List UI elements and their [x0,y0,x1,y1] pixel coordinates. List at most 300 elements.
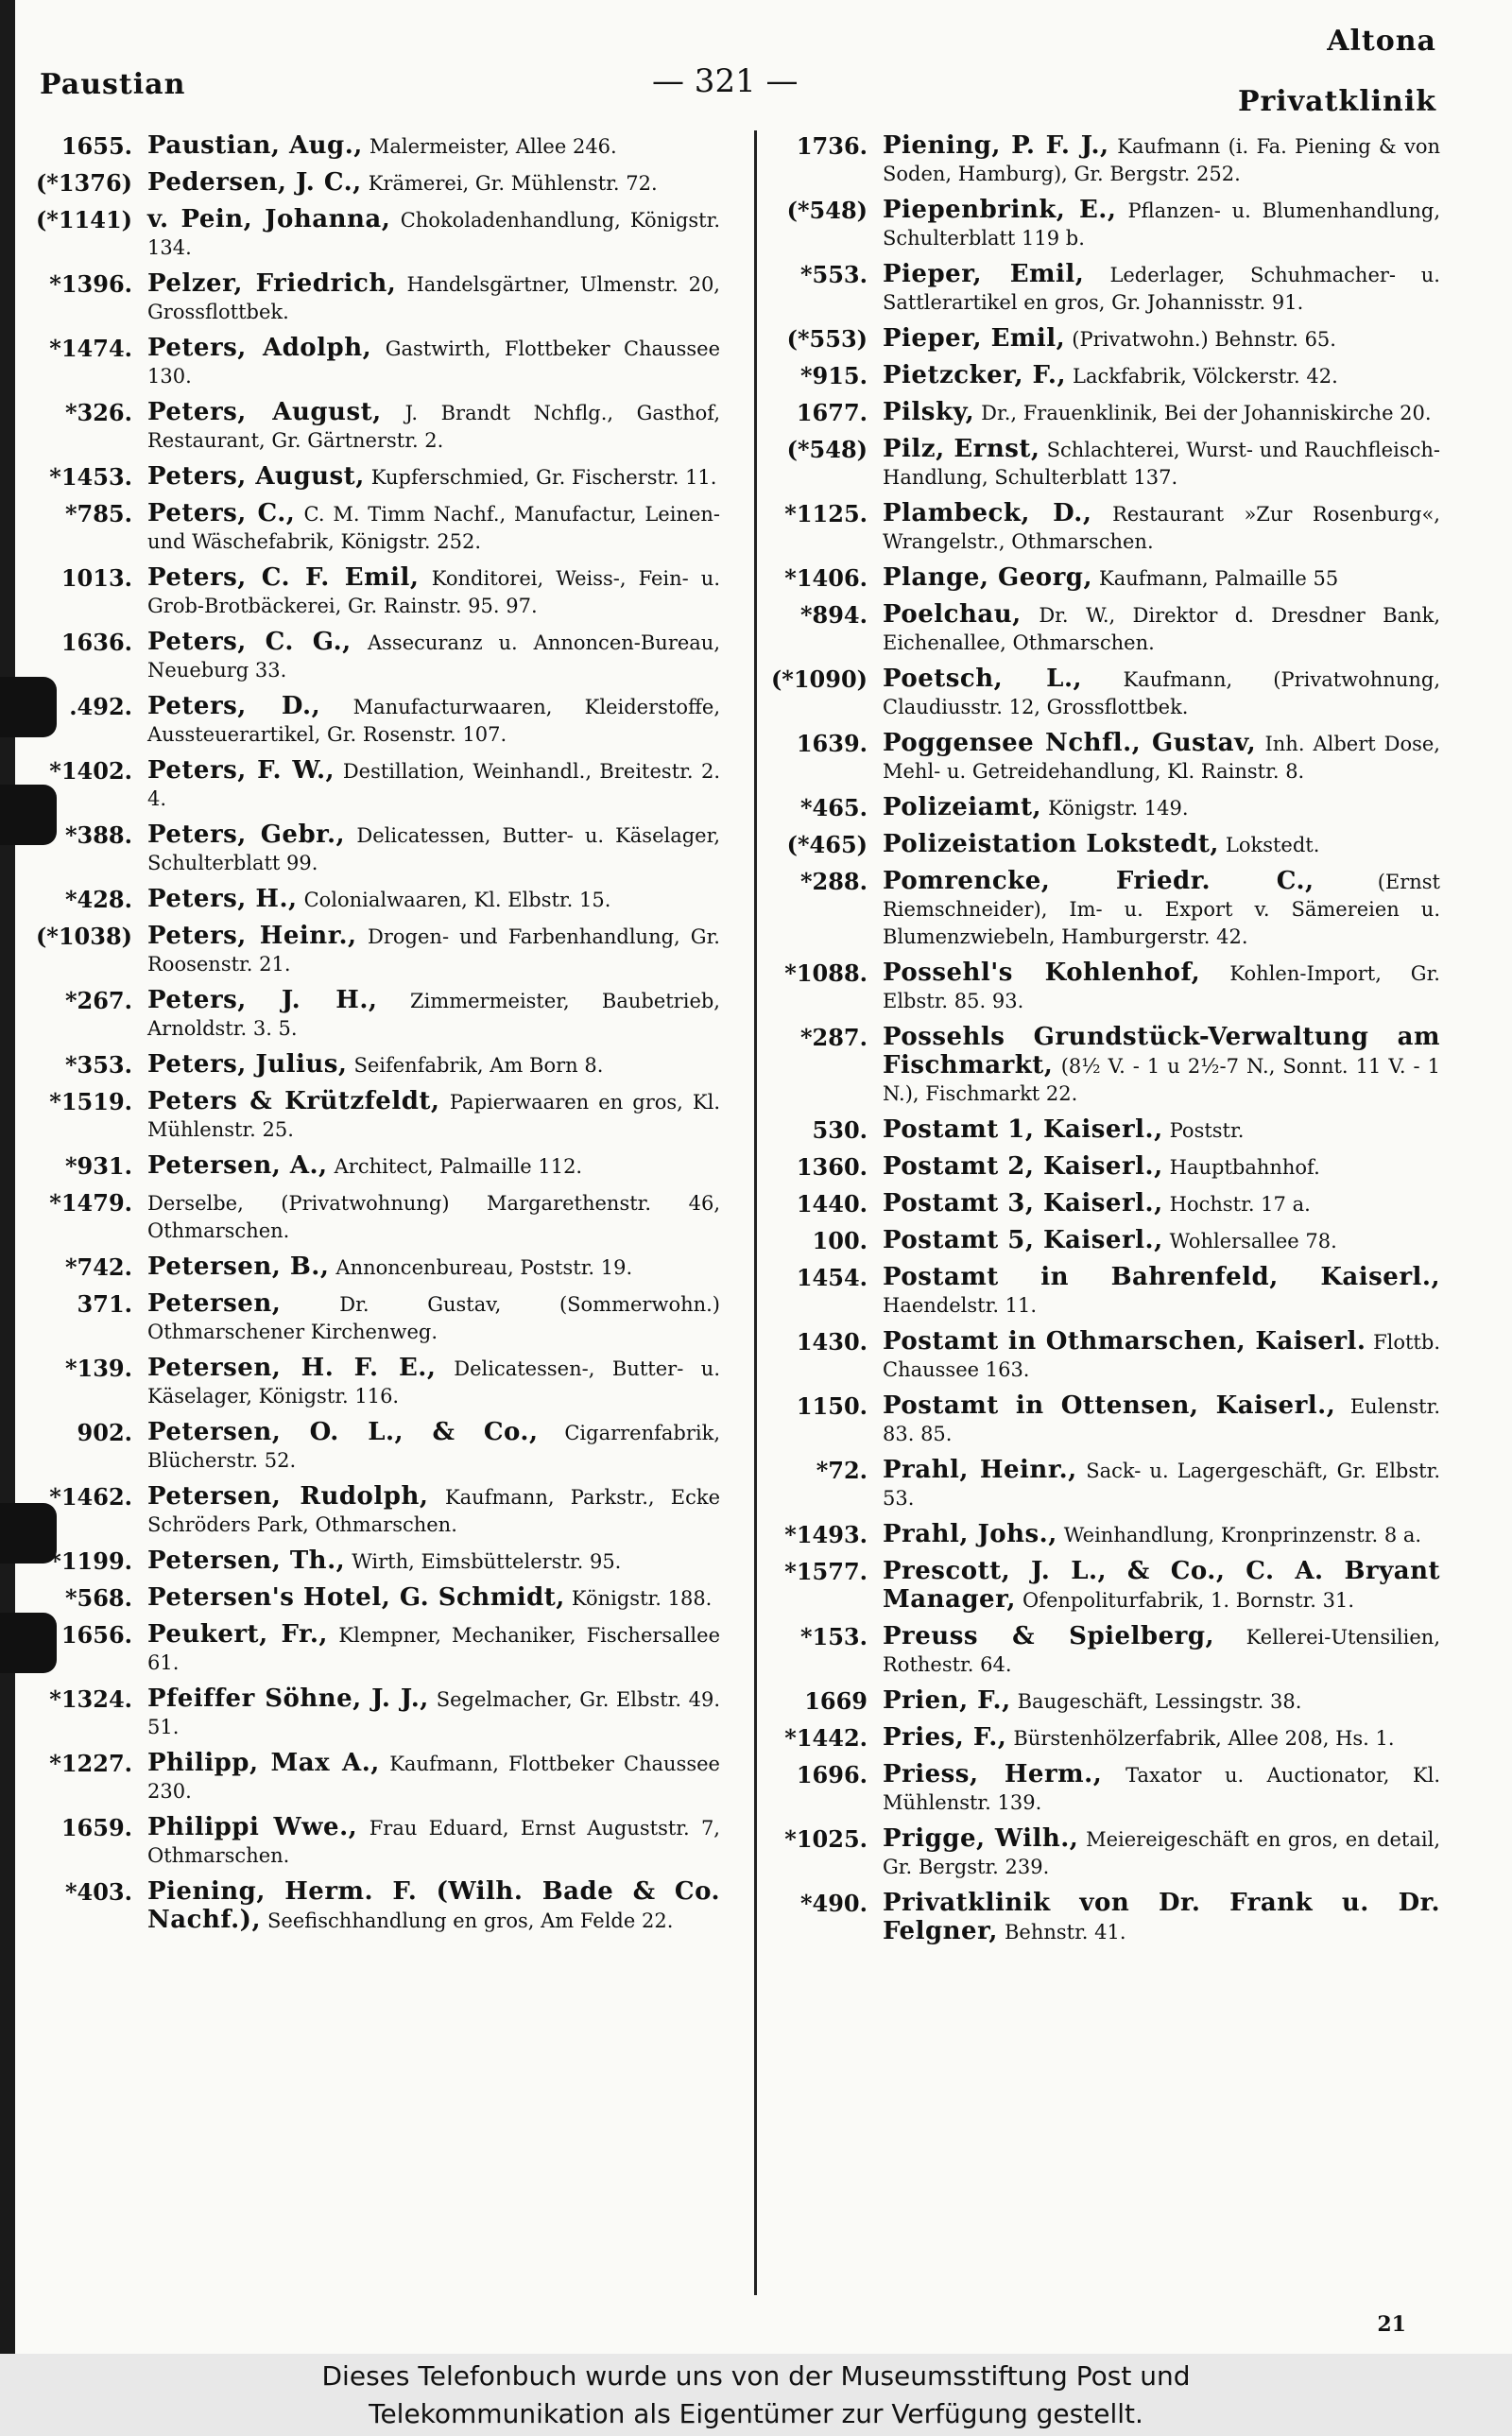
entry-detail: Krämerei, Gr. Mühlenstr. 72. [368,172,658,195]
entry-name: Polizeistation Lokstedt, [883,830,1219,858]
entry-text [147,399,720,455]
entry-detail: Restaurant »Zur Rosenburg«, Wrangelstr., Othmarschen. [883,503,1440,553]
directory-entry [30,1419,720,1475]
entry-detail: Wirth, Eimsbüttelerstr. 95. [352,1550,622,1573]
phone-number: *403. [64,1878,132,1906]
phone-number: *287. [799,1024,868,1051]
entry-name: Piening, Herm. F. (Wilh. Bade & Co. Nachf.), [147,1877,720,1934]
left-column [30,132,720,1944]
entry-name: Peters & Krützfeldt, [147,1087,440,1115]
entry-text [147,886,720,914]
column-divider [754,130,757,2295]
directory-entry [30,1290,720,1346]
entry-text [147,564,720,620]
entry-text [147,132,720,161]
phone-number: 1636. [60,629,132,656]
phone-number: (*548) [786,436,868,463]
directory-entry [764,794,1440,822]
footer-line-2: Telekommunikation als Eigentümer zur Verfügung gestellt. [369,2398,1143,2429]
directory-entry [30,821,720,877]
phone-number: *1519. [49,1088,132,1115]
entry-detail: Derselbe, (Privatwohnung) Margarethenstr. 46, Othmarschen. [147,1192,720,1242]
entry-text [883,436,1440,492]
phone-number: *1324. [49,1685,132,1713]
phone-number: 1440. [796,1190,868,1218]
directory-entry [30,1483,720,1539]
phone-number: *428. [64,886,132,913]
phone-number: (*1090) [770,665,868,693]
entry-text [147,1189,720,1245]
entry-detail: (Ernst Riemschneider), Im- u. Export v. Sämereien u. Blumenzwiebeln, Hamburgerstr. 42. [883,871,1440,948]
entry-text [883,1825,1440,1881]
entry-text [147,629,720,684]
entry-text [883,1724,1440,1753]
directory-entry [764,132,1440,188]
phone-number: *568. [64,1584,132,1612]
directory-entry [764,1392,1440,1448]
entry-detail: Hauptbahnhof. [1169,1156,1320,1179]
directory-entry [30,1750,720,1805]
directory-entry [764,1825,1440,1881]
entry-detail: Kupferschmied, Gr. Fischerstr. 11. [370,466,717,489]
phone-number: *1442. [784,1724,868,1752]
entry-text [147,821,720,877]
entry-name: Peters, C. F. Emil, [147,563,420,592]
directory-entry [30,1253,720,1282]
entry-name: Philippi Wwe., [147,1813,358,1841]
entry-text [147,1483,720,1539]
entry-detail: Taxator u. Auctionator, Kl. Mühlenstr. 139. [883,1764,1440,1814]
directory-entry [30,629,720,684]
entry-detail: Eulenstr. 83. 85. [883,1395,1440,1445]
directory-entry [764,1190,1440,1218]
phone-number: *785. [64,500,132,527]
entry-detail: Architect, Palmaille 112. [334,1155,583,1178]
phone-number: 1639. [796,730,868,757]
entry-detail: Pflanzen- u. Blumenhandlung, Schulterblatt 119 b. [883,199,1441,250]
entry-detail: Weinhandlung, Kronprinzenstr. 8 a. [1063,1524,1422,1546]
entry-name: Peters, C. G., [147,628,352,656]
page-title: — 321 — [652,62,799,100]
entry-name: Peters, C., [147,499,296,527]
phone-number: *288. [799,868,868,895]
entry-text [147,1088,720,1144]
phone-number: *1479. [49,1189,132,1217]
phone-number: *1199. [49,1547,132,1575]
entry-detail: Bürstenhölzerfabrik, Allee 208, Hs. 1. [1013,1727,1395,1750]
phone-number: *1493. [784,1521,868,1548]
directory-entry [30,1584,720,1613]
entry-text [883,665,1440,721]
entry-text [147,1621,720,1677]
entry-detail: Chokoladenhandlung, Königstr. 134. [147,209,720,259]
directory-entry [764,1724,1440,1753]
entry-name: Petersen's Hotel, G. Schmidt, [147,1583,565,1612]
entry-name: Preuss & Spielberg, [883,1622,1215,1650]
entry-name: Pilsky, [883,398,975,426]
phone-number: *1025. [784,1825,868,1853]
directory-entry [30,1621,720,1677]
entry-name: Peters, F. W., [147,756,335,785]
entry-name: Petersen, O. L., & Co., [147,1418,539,1446]
entry-text [883,1521,1440,1549]
entry-detail: Malermeister, Allee 246. [369,135,617,158]
entry-name: Peukert, Fr., [147,1620,328,1649]
directory-entry [764,831,1440,859]
phone-number: *1462. [49,1483,132,1511]
phone-number: *553. [799,261,868,288]
directory-entry [764,1623,1440,1679]
entry-name: Pomrencke, Friedr. C., [883,867,1314,895]
entry-name: Paustian, Aug., [147,131,363,160]
entry-name: Philipp, Max A., [147,1749,380,1777]
directory-entry [764,601,1440,657]
phone-number: *1088. [784,959,868,987]
entry-detail: Colonialwaaren, Kl. Elbstr. 15. [303,889,611,911]
directory-entry [30,1189,720,1245]
directory-entry [30,463,720,492]
entry-name: Possehls Grundstück-Verwaltung am Fischmarkt, [883,1023,1440,1080]
phone-number: *153. [799,1623,868,1650]
entry-name: Prigge, Wilh., [883,1824,1079,1853]
entry-text [147,1750,720,1805]
entry-name: Petersen, Rudolph, [147,1482,429,1511]
entry-text [883,1227,1440,1255]
phone-number: *465. [799,794,868,821]
entry-name: Pedersen, J. C., [147,168,362,197]
directory-entry [30,399,720,455]
directory-entry [30,1051,720,1080]
header-city: Altona [1327,25,1436,58]
phone-number: (*1376) [35,169,132,197]
directory-entry [30,923,720,978]
phone-number: 1454. [796,1264,868,1291]
directory-entry [764,1457,1440,1512]
entry-name: Petersen, H. F. E., [147,1354,437,1382]
directory-entry [764,730,1440,786]
entry-text [883,399,1440,427]
phone-number: *915. [799,362,868,389]
phone-number: *267. [64,987,132,1014]
entry-text [147,1685,720,1741]
directory-entry [764,564,1440,593]
entry-name: Peters, Gebr., [147,821,346,849]
entry-detail: Baugeschäft, Lessingstr. 38. [1017,1690,1302,1713]
directory-entry [764,665,1440,721]
entry-name: Peters, Heinr., [147,922,357,950]
entry-name: Peters, H., [147,885,298,913]
directory-entry [764,1328,1440,1384]
phone-number: (*1141) [35,206,132,233]
entry-name: Poetsch, L., [883,665,1083,693]
directory-entry [30,1878,720,1935]
entry-name: v. Pein, Johanna, [147,205,391,233]
directory-entry [30,693,720,749]
entry-text [883,1116,1440,1145]
entry-name: Peters, Julius, [147,1050,348,1079]
directory-entry [764,1521,1440,1549]
entry-text [883,794,1440,822]
directory-entry [30,757,720,813]
directory-entry [764,1024,1440,1108]
phone-number: 1677. [796,399,868,426]
phone-number: 1669 [804,1687,868,1715]
entry-name: Petersen, Th., [147,1546,346,1575]
entry-name: Postamt 2, Kaiserl., [883,1152,1163,1181]
phone-number: 1696. [796,1761,868,1788]
entry-detail: Seifenfabrik, Am Born 8. [353,1054,604,1077]
directory-entry [764,1761,1440,1817]
phone-number: *1406. [784,564,868,592]
footer-note [0,2354,1512,2436]
entry-text [883,1190,1440,1218]
directory-entry [30,1814,720,1870]
entry-text [883,730,1440,786]
entry-detail: Segelmacher, Gr. Elbstr. 49. 51. [147,1688,720,1738]
entry-detail: Behnstr. 41. [1004,1921,1126,1944]
phone-number: 1430. [796,1328,868,1356]
header-left: Paustian [40,68,186,101]
header-right: Privatklinik [1237,85,1436,118]
entry-name: Prahl, Johs., [883,1520,1057,1548]
entry-text [883,362,1440,390]
entry-text [883,1623,1440,1679]
phone-number: 100. [812,1227,868,1254]
entry-text [883,325,1440,354]
directory-entry [764,325,1440,354]
directory-entry [30,169,720,198]
entry-detail: Flottb. Chaussee 163. [883,1331,1440,1381]
entry-detail: Hochstr. 17 a. [1169,1193,1311,1216]
phone-number: *931. [64,1152,132,1180]
entry-text [147,1547,720,1576]
phone-number: *388. [64,821,132,849]
directory-entry [764,1558,1440,1615]
entry-detail: (8½ V. - 1 u 2½-7 N., Sonnt. 11 V. - 1 N.), Fischmarkt 22. [883,1055,1440,1105]
entry-detail: Manufacturwaaren, Kleiderstoffe, Aussteuerartikel, Gr. Rosenstr. 107. [147,696,721,746]
phone-number: 1150. [796,1392,868,1420]
entry-name: Postamt in Othmarschen, Kaiserl. [883,1327,1366,1356]
directory-entry [30,270,720,326]
right-column [764,132,1440,1955]
entry-text [147,169,720,198]
entry-detail: Delicatessen-, Butter- u. Käselager, Königstr. 116. [147,1357,721,1408]
entry-name: Plambeck, D., [883,499,1092,527]
entry-detail: Handelsgärtner, Ulmenstr. 20, Grossflottbek. [147,273,720,323]
entry-text [147,1814,720,1870]
directory-entry [30,1355,720,1410]
entry-name: Petersen, A., [147,1151,328,1180]
entry-text [883,601,1440,657]
phone-number: 1013. [60,564,132,592]
entry-name: Pfeiffer Söhne, J. J., [147,1684,429,1713]
entry-detail: Assecuranz u. Annoncen-Bureau, Neueburg 33. [147,631,721,682]
directory-entry [764,261,1440,317]
entry-name: Privatklinik von Dr. Frank u. Dr. Felgner, [883,1889,1440,1945]
entry-name: Postamt 5, Kaiserl., [883,1226,1163,1254]
phone-number: *72. [816,1457,868,1484]
phone-number: *1474. [49,335,132,362]
directory-entry [764,1890,1440,1946]
entry-text [883,1558,1440,1615]
entry-detail: Kaufmann (i. Fa. Piening & von Soden, Hamburg), Gr. Bergstr. 252. [883,135,1441,185]
entry-detail: Gastwirth, Flottbeker Chaussee 130. [147,337,720,388]
directory-entry [764,1153,1440,1182]
phone-number: 1656. [60,1621,132,1649]
entry-detail: Kellerei-Utensilien, Rothestr. 64. [883,1626,1440,1676]
entry-text [147,463,720,492]
phone-number: *894. [799,601,868,629]
entry-name: Postamt 3, Kaiserl., [883,1189,1163,1218]
directory-entry [30,886,720,914]
phone-number: 1736. [796,132,868,160]
entry-detail: Papierwaaren en gros, Kl. Mühlenstr. 25. [147,1091,720,1141]
entry-detail: Meiereigeschäft en gros, en detail, Gr. Bergstr. 239. [883,1828,1440,1878]
entry-text [883,1890,1440,1946]
entry-text [883,1328,1440,1384]
phone-number: *326. [64,399,132,426]
entry-name: Pieper, Emil, [883,324,1066,353]
directory-entry [764,959,1440,1015]
entry-name: Peters, August, [147,398,382,426]
entry-text [883,1392,1440,1448]
entry-detail: C. M. Timm Nachf., Manufactur, Leinen- und Wäschefabrik, Königstr. 252. [147,503,720,553]
directory-entry [764,868,1440,951]
entry-name: Poggensee Nchfl., Gustav, [883,729,1257,757]
entry-text [147,1051,720,1080]
entry-detail: Inh. Albert Dose, Mehl- u. Getreidehandlung, Kl. Rainstr. 8. [883,733,1440,783]
entry-text [147,693,720,749]
entry-detail: Wohlersallee 78. [1169,1230,1337,1253]
entry-detail: Frau Eduard, Ernst Auguststr. 7, Othmarschen. [147,1817,720,1867]
entry-name: Possehl's Kohlenhof, [883,959,1201,987]
entry-detail: Kohlen-Import, Gr. Elbstr. 85. 93. [883,962,1440,1012]
directory-entry [30,564,720,620]
phone-number: 902. [77,1419,132,1446]
phone-number: *1577. [784,1558,868,1585]
entry-name: Postamt in Ottensen, Kaiserl., [883,1391,1336,1420]
entry-detail: J. Brandt Nchflg., Gasthof, Restaurant, Gr. Gärtnerstr. 2. [147,402,720,452]
entry-detail: Dr. Gustav, (Sommerwohn.) Othmarschener Kirchenweg. [147,1293,720,1343]
entry-text [147,1419,720,1475]
directory-entry [764,1227,1440,1255]
entry-name: Plange, Georg, [883,563,1093,592]
entry-text [883,1024,1440,1108]
entry-detail: Klempner, Mechaniker, Fischersallee 61. [147,1624,720,1674]
entry-detail: Sack- u. Lagergeschäft, Gr. Elbstr. 53. [883,1460,1440,1510]
entry-name: Poelchau, [883,600,1022,629]
entry-name: Petersen, [147,1289,282,1318]
entry-detail: Delicatessen, Butter- u. Käselager, Schulterblatt 99. [147,824,721,874]
entry-text [883,1761,1440,1817]
entry-text [883,197,1440,252]
entry-name: Pelzer, Friedrich, [147,269,397,298]
phone-number: *353. [64,1051,132,1079]
entry-text [883,1264,1440,1320]
entry-text [883,500,1440,556]
entry-detail: Dr., Frauenklinik, Bei der Johanniskirche 20. [981,402,1432,424]
phone-number: *139. [64,1355,132,1382]
entry-text [147,1253,720,1282]
entry-text [883,1687,1440,1716]
entry-name: Peters, August, [147,462,365,491]
directory-entry [764,1687,1440,1716]
entry-text [883,868,1440,951]
entry-text [147,500,720,556]
directory-entry [764,197,1440,252]
entry-text [147,206,720,262]
entry-name: Polizeiamt, [883,793,1042,821]
entry-name: Priess, Herm., [883,1760,1103,1788]
phone-number: 530. [812,1116,868,1144]
entry-name: Pilz, Ernst, [883,435,1040,463]
entry-name: Peters, D., [147,692,321,720]
entry-text [147,1152,720,1181]
entry-text [147,1584,720,1613]
entry-text [883,1457,1440,1512]
entry-text [883,261,1440,317]
phone-number: (*548) [786,197,868,224]
entry-text [147,923,720,978]
phone-number: 1360. [796,1153,868,1181]
entry-detail: Kaufmann, Parkstr., Ecke Schröders Park, Othmarschen. [147,1486,721,1536]
phone-number: *1227. [49,1750,132,1777]
entry-name: Pieper, Emil, [883,260,1085,288]
entry-detail: Annoncenbureau, Poststr. 19. [335,1256,633,1279]
directory-entry [30,1088,720,1144]
entry-detail: (Privatwohn.) Behnstr. 65. [1072,328,1336,351]
entry-detail: Cigarrenfabrik, Blücherstr. 52. [147,1422,721,1472]
entry-name: Piepenbrink, E., [883,196,1117,224]
entry-name: Prien, F., [883,1686,1011,1715]
directory-entry [764,362,1440,390]
entry-text [147,270,720,326]
entry-detail: Ofenpoliturfabrik, 1. Bornstr. 31. [1022,1589,1355,1612]
entry-text [147,987,720,1043]
entry-detail: Kaufmann, Flottbeker Chaussee 230. [147,1753,720,1803]
footer-line-1: Dieses Telefonbuch wurde uns von der Museumsstiftung Post und [321,2360,1191,2392]
phone-number: 371. [77,1290,132,1318]
entry-name: Pietzcker, F., [883,361,1066,389]
entry-name: Peters, J. H., [147,986,378,1014]
directory-entry [764,1264,1440,1320]
directory-entry [30,335,720,390]
entry-detail: Lokstedt. [1225,834,1320,856]
entry-detail: Kaufmann, (Privatwohnung, Claudiusstr. 12, Grossflottbek. [883,668,1440,718]
entry-text [147,757,720,813]
entry-text [883,831,1440,859]
directory-entry [30,1685,720,1741]
phone-number: 1659. [60,1814,132,1841]
directory-entry [764,1116,1440,1145]
entry-detail: Königstr. 188. [571,1587,713,1610]
entry-detail: Königstr. 149. [1048,797,1189,820]
entry-name: Prescott, J. L., & Co., C. A. Bryant Manager, [883,1557,1440,1614]
directory-entry [30,1547,720,1576]
entry-detail: Haendelstr. 11. [883,1294,1038,1317]
entry-detail: Zimmermeister, Baubetrieb, Arnoldstr. 3. 5. [147,990,720,1040]
entry-name: Prahl, Heinr., [883,1456,1077,1484]
entry-name: Petersen, B., [147,1253,330,1281]
entry-detail: Seefischhandlung en gros, Am Felde 22. [267,1909,674,1932]
entry-text [883,564,1440,593]
directory-entry [30,132,720,161]
entry-detail: Drogen- und Farbenhandlung, Gr. Roosenstr. 21. [147,925,720,976]
directory-entry [30,1152,720,1181]
entry-detail: Dr. W., Direktor d. Dresdner Bank, Eichenallee, Othmarschen. [883,604,1441,654]
entry-detail: Lederlager, Schuhmacher- u. Sattlerartikel en gros, Gr. Johannisstr. 91. [883,264,1440,314]
entry-text [147,1290,720,1346]
